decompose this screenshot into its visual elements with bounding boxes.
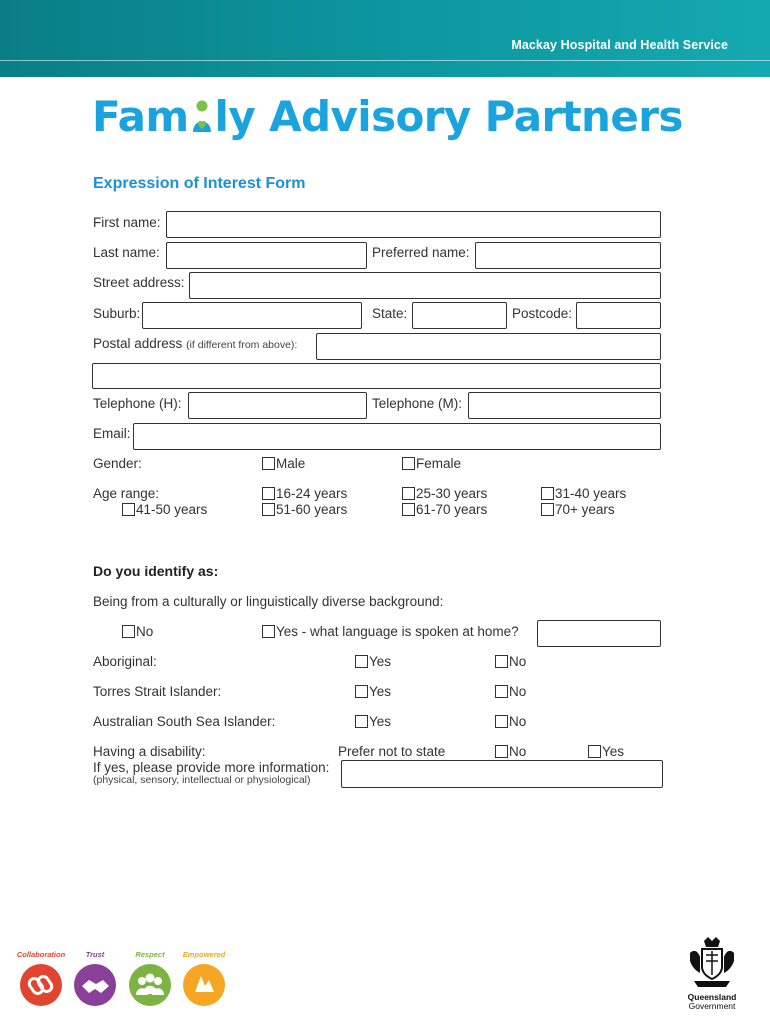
cald-no-option[interactable]: No: [122, 624, 153, 639]
email-label: Email:: [93, 426, 131, 441]
prefer-not-label: Prefer not to state: [338, 744, 446, 759]
government-line2: Government: [688, 1001, 736, 1012]
south-sea-no-option[interactable]: No: [495, 714, 526, 729]
last-name-label: Last name:: [93, 245, 160, 260]
checkbox[interactable]: [262, 625, 275, 638]
disability-yes-option[interactable]: Yes: [588, 744, 624, 759]
cald-yes-option[interactable]: Yes - what language is spoken at home?: [262, 624, 519, 639]
south-sea-label: Australian South Sea Islander:: [93, 714, 276, 729]
age-41-50-option[interactable]: 41-50 years: [122, 502, 207, 517]
postal-address-line2-input[interactable]: [92, 363, 661, 389]
disability-label: Having a disability:: [93, 744, 206, 759]
checkbox[interactable]: [122, 503, 135, 516]
gender-label: Gender:: [93, 456, 142, 471]
value-label-trust: Trust: [85, 950, 105, 959]
age-range-label: Age range:: [93, 486, 160, 501]
program-logo: [92, 92, 683, 141]
checkbox[interactable]: [495, 745, 508, 758]
queensland-government-logo: [680, 935, 744, 1015]
first-name-input[interactable]: [166, 211, 661, 238]
age-61-70-option[interactable]: 61-70 years: [402, 502, 487, 517]
checkbox[interactable]: [355, 685, 368, 698]
email-input[interactable]: [133, 423, 661, 450]
more-info-label: If yes, please provide more information:: [93, 760, 330, 775]
torres-no-option[interactable]: No: [495, 684, 526, 699]
cald-question: Being from a culturally or linguistically diverse background:: [93, 594, 444, 609]
postal-address-label: Postal address (if different from above):: [93, 336, 298, 351]
aboriginal-yes-option[interactable]: Yes: [355, 654, 391, 669]
checkbox[interactable]: [495, 715, 508, 728]
aboriginal-label: Aboriginal:: [93, 654, 157, 669]
value-label-collaboration: Collaboration: [16, 950, 66, 959]
street-address-label: Street address:: [93, 275, 185, 290]
logo-text-end: ly Advisory Partners: [214, 92, 683, 141]
checkbox[interactable]: [588, 745, 601, 758]
more-info-note: (physical, sensory, intellectual or physiological): [93, 774, 311, 786]
postcode-label: Postcode:: [512, 306, 573, 321]
checkbox[interactable]: [541, 487, 554, 500]
values-icons: [15, 950, 225, 1010]
age-31-40-option[interactable]: 31-40 years: [541, 486, 626, 501]
trust-handshake-icon: [74, 964, 116, 1006]
telephone-mobile-label: Telephone (M):: [372, 396, 463, 411]
checkbox[interactable]: [262, 457, 275, 470]
disability-info-input[interactable]: [341, 760, 663, 788]
telephone-home-input[interactable]: [188, 392, 367, 419]
checkbox[interactable]: [402, 503, 415, 516]
value-label-empowered: Empowered: [182, 950, 226, 959]
checkbox[interactable]: [355, 655, 368, 668]
age-51-60-option[interactable]: 51-60 years: [262, 502, 347, 517]
coat-of-arms-icon: [686, 935, 738, 989]
checkbox[interactable]: [541, 503, 554, 516]
first-name-label: First name:: [93, 215, 161, 230]
checkbox[interactable]: [402, 487, 415, 500]
preferred-name-input[interactable]: [475, 242, 661, 269]
collaboration-icon: [20, 964, 62, 1006]
organisation-name: Mackay Hospital and Health Service: [511, 38, 728, 52]
state-label: State:: [372, 306, 408, 321]
header-divider: [0, 60, 770, 61]
empowered-icon: [183, 964, 225, 1006]
age-70-plus-option[interactable]: 70+ years: [541, 502, 615, 517]
checkbox[interactable]: [122, 625, 135, 638]
age-16-24-option[interactable]: 16-24 years: [262, 486, 347, 501]
form-title: Expression of Interest Form: [93, 175, 306, 192]
state-input[interactable]: [412, 302, 507, 329]
postal-address-input[interactable]: [316, 333, 661, 360]
aboriginal-no-option[interactable]: No: [495, 654, 526, 669]
person-i-icon: [189, 96, 215, 138]
gender-female-option[interactable]: Female: [402, 456, 461, 471]
postcode-input[interactable]: [576, 302, 661, 329]
checkbox[interactable]: [402, 457, 415, 470]
south-sea-yes-option[interactable]: Yes: [355, 714, 391, 729]
gender-male-option[interactable]: Male: [262, 456, 305, 471]
disability-no-option[interactable]: No: [495, 744, 526, 759]
checkbox[interactable]: [495, 655, 508, 668]
torres-yes-option[interactable]: Yes: [355, 684, 391, 699]
government-line1: Queensland: [687, 992, 737, 1002]
last-name-input[interactable]: [166, 242, 367, 269]
checkbox[interactable]: [495, 685, 508, 698]
checkbox[interactable]: [262, 487, 275, 500]
value-label-respect: Respect: [135, 950, 165, 959]
telephone-home-label: Telephone (H):: [93, 396, 182, 411]
home-language-input[interactable]: [537, 620, 661, 647]
telephone-mobile-input[interactable]: [468, 392, 661, 419]
preferred-name-label: Preferred name:: [372, 245, 470, 260]
suburb-label: Suburb:: [93, 306, 141, 321]
checkbox[interactable]: [355, 715, 368, 728]
age-25-30-option[interactable]: 25-30 years: [402, 486, 487, 501]
respect-people-icon: [129, 964, 171, 1006]
checkbox[interactable]: [262, 503, 275, 516]
logo-text-start: Fam: [92, 92, 189, 141]
torres-strait-label: Torres Strait Islander:: [93, 684, 222, 699]
identify-heading: Do you identify as:: [93, 563, 219, 579]
postal-address-note: (if different from above):: [186, 339, 298, 351]
suburb-input[interactable]: [142, 302, 362, 329]
government-name: [682, 993, 742, 1012]
street-address-input[interactable]: [189, 272, 661, 299]
